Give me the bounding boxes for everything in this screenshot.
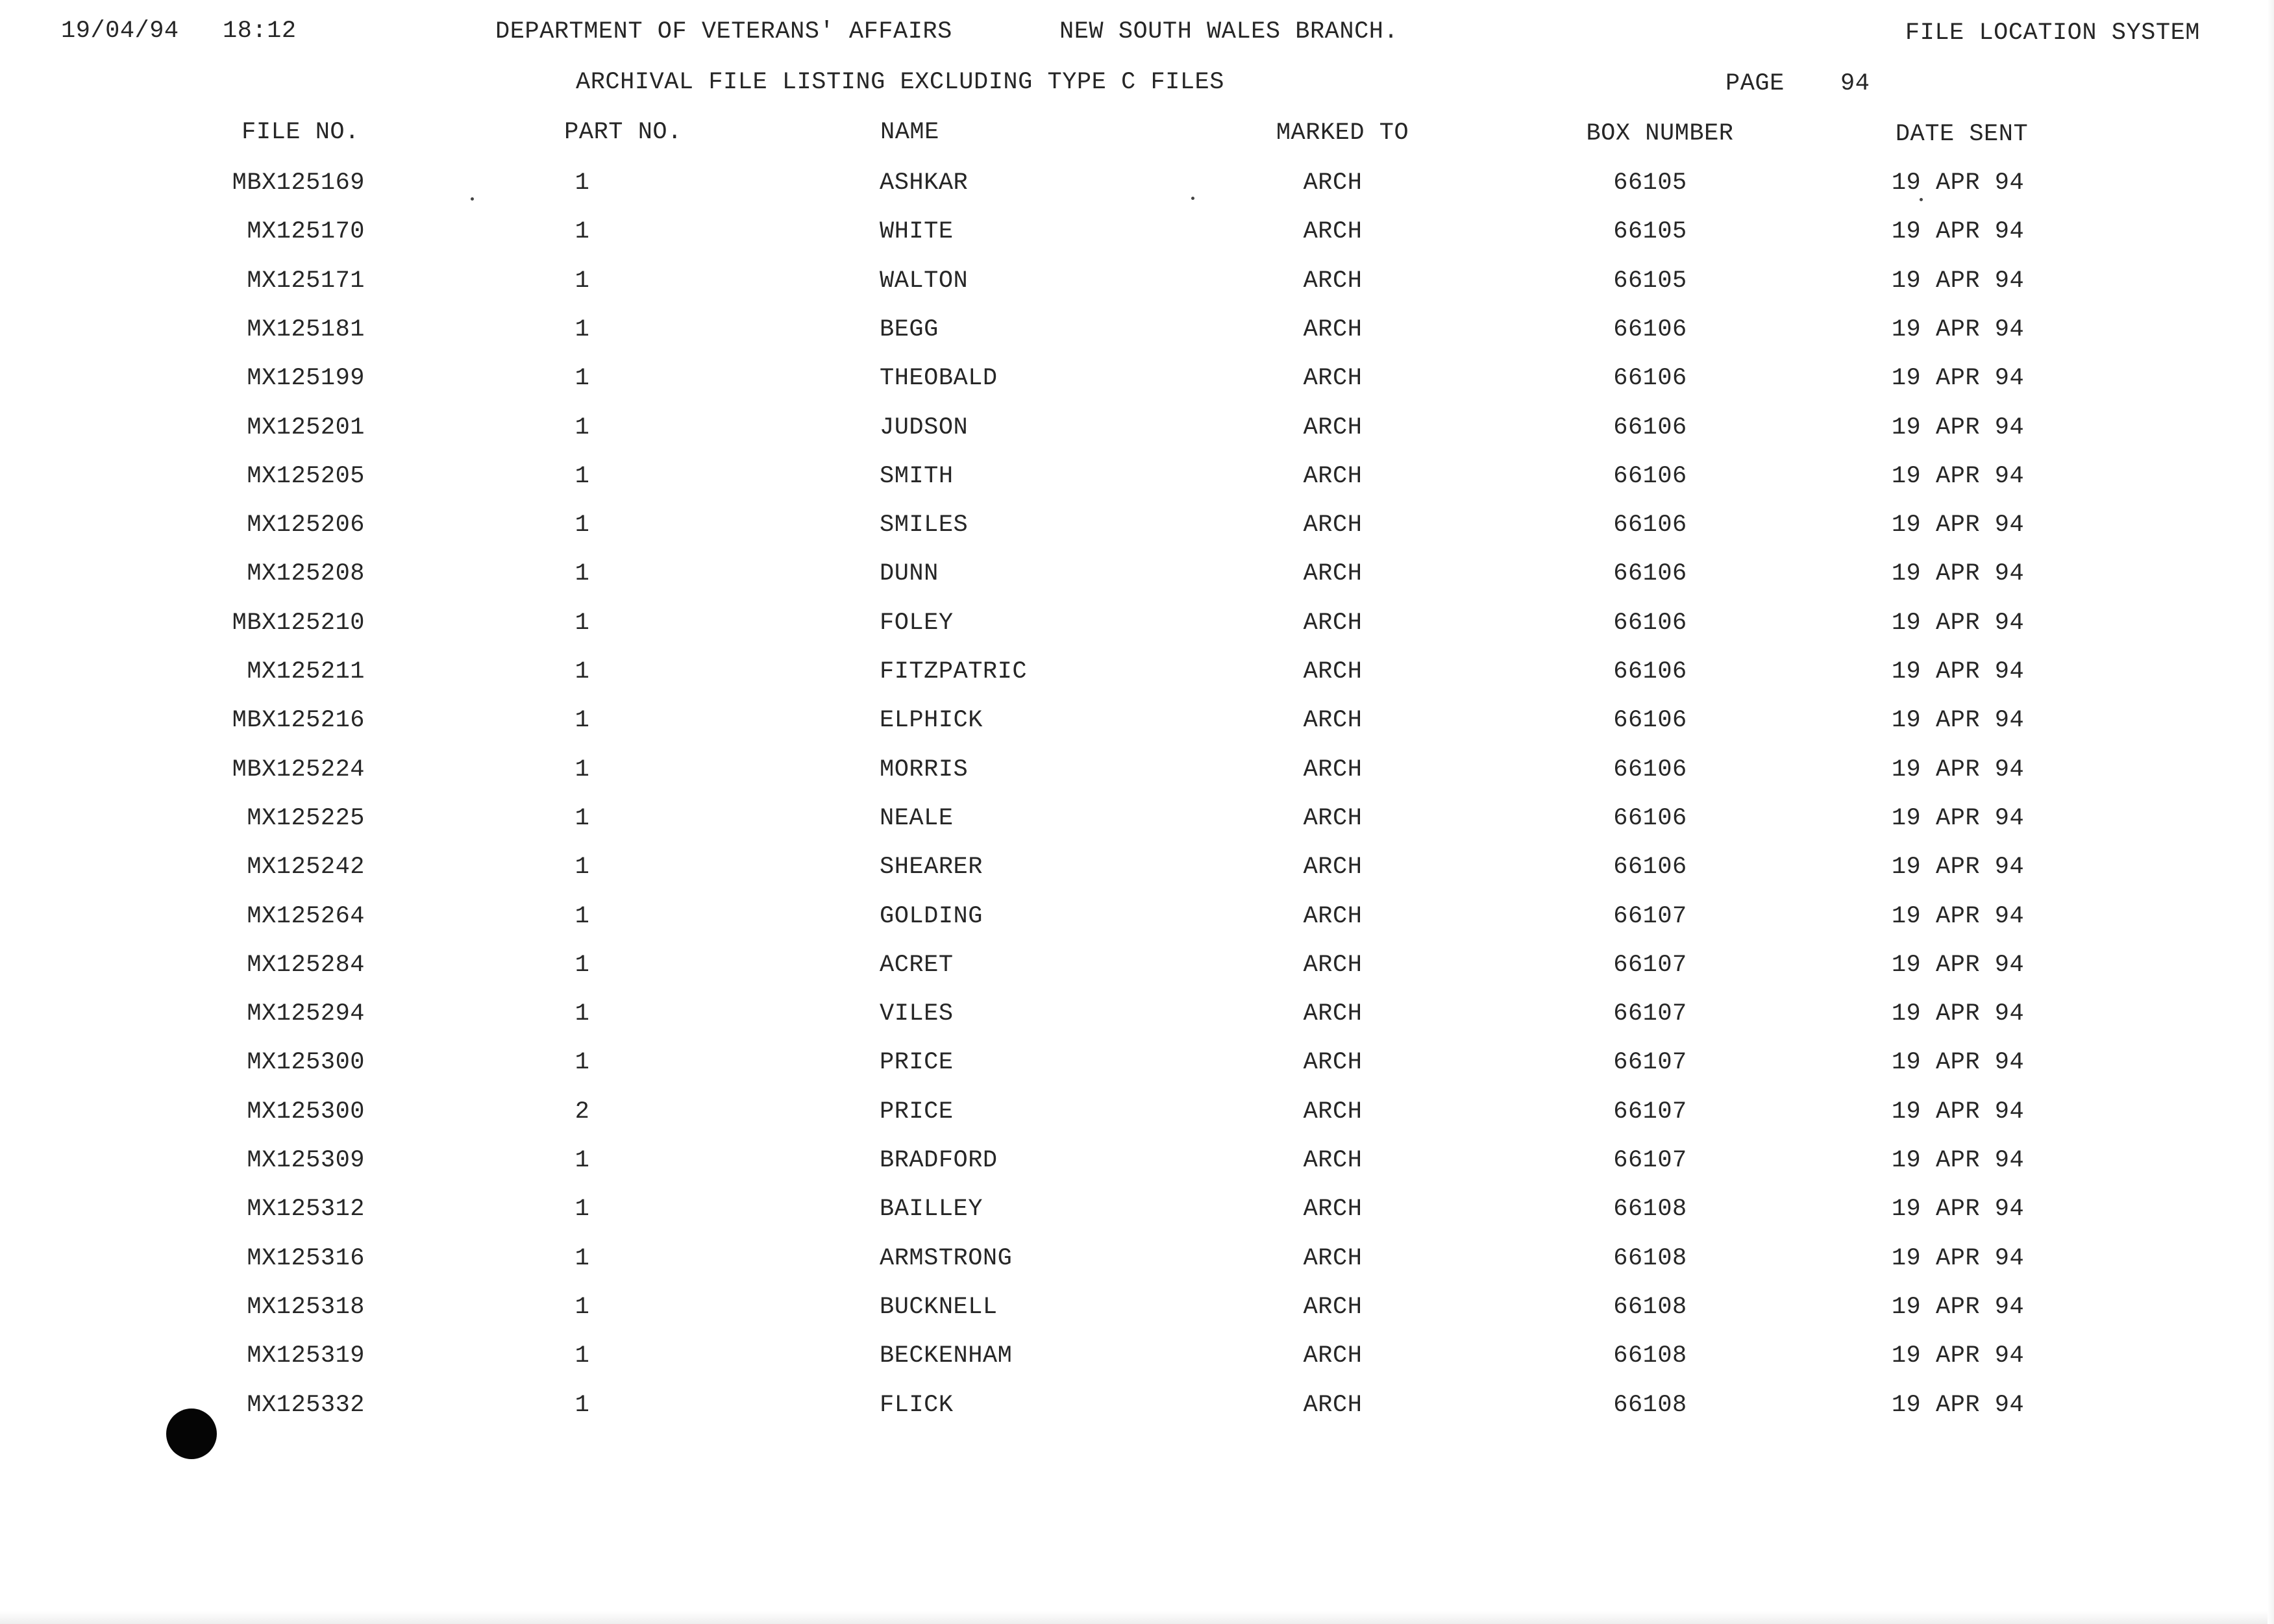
table-row <box>0 853 2274 881</box>
cell-part-no: 1 <box>575 1000 590 1027</box>
cell-box-number: 66105 <box>1613 267 1687 295</box>
cell-name: FITZPATRIC <box>880 658 1028 685</box>
cell-part-no: 1 <box>575 1294 590 1321</box>
scan-speck <box>1920 198 1923 201</box>
cell-box-number: 66106 <box>1613 511 1687 539</box>
cell-file-no: MX125318 <box>247 1294 365 1321</box>
cell-name: ELPHICK <box>880 707 983 734</box>
cell-file-no: MX125294 <box>247 1000 365 1027</box>
cell-marked-to: ARCH <box>1303 1294 1363 1321</box>
cell-part-no: 1 <box>575 511 590 539</box>
cell-box-number: 66106 <box>1613 463 1687 490</box>
cell-marked-to: ARCH <box>1303 463 1363 490</box>
cell-part-no: 1 <box>575 952 590 979</box>
scan-speck <box>1191 197 1194 200</box>
cell-box-number: 66107 <box>1613 1147 1687 1174</box>
cell-box-number: 66106 <box>1613 658 1687 685</box>
cell-box-number: 66106 <box>1613 707 1687 734</box>
cell-name: BEGG <box>880 316 939 343</box>
cell-date-sent: 19 APR 94 <box>1891 365 2025 392</box>
cell-marked-to: ARCH <box>1303 560 1363 587</box>
cell-date-sent: 19 APR 94 <box>1891 511 2025 539</box>
cell-name: ARMSTRONG <box>880 1245 1013 1272</box>
cell-part-no: 1 <box>575 805 590 832</box>
cell-name: BRADFORD <box>880 1147 998 1174</box>
report-title: ARCHIVAL FILE LISTING EXCLUDING TYPE C FILES <box>576 69 1224 96</box>
cell-file-no: MX125225 <box>247 805 365 832</box>
table-row <box>0 560 2274 588</box>
cell-date-sent: 19 APR 94 <box>1891 658 2025 685</box>
cell-part-no: 1 <box>575 1342 590 1370</box>
punch-hole <box>166 1409 217 1459</box>
cell-marked-to: ARCH <box>1303 658 1363 685</box>
table-row <box>0 315 2274 344</box>
cell-part-no: 1 <box>575 854 590 881</box>
table-row <box>0 1048 2274 1077</box>
cell-date-sent: 19 APR 94 <box>1891 1196 2025 1223</box>
table-row <box>0 804 2274 833</box>
cell-box-number: 66105 <box>1613 169 1687 197</box>
cell-box-number: 66106 <box>1613 609 1687 637</box>
cell-marked-to: ARCH <box>1303 1098 1363 1126</box>
cell-file-no: MX125284 <box>247 952 365 979</box>
report-time: 18:12 <box>223 18 297 45</box>
cell-part-no: 1 <box>575 903 590 930</box>
system-name: FILE LOCATION SYSTEM <box>1905 19 2200 47</box>
cell-marked-to: ARCH <box>1303 365 1363 392</box>
table-row <box>0 511 2274 539</box>
cell-file-no: MX125170 <box>247 218 365 245</box>
cell-box-number: 66105 <box>1613 218 1687 245</box>
cell-name: BUCKNELL <box>880 1294 998 1321</box>
cell-marked-to: ARCH <box>1303 1392 1363 1419</box>
table-row <box>0 364 2274 393</box>
cell-part-no: 1 <box>575 609 590 637</box>
cell-name: PRICE <box>880 1049 954 1076</box>
cell-box-number: 66107 <box>1613 1049 1687 1076</box>
table-row <box>0 658 2274 686</box>
cell-marked-to: ARCH <box>1303 316 1363 343</box>
cell-file-no: MX125300 <box>247 1049 365 1076</box>
cell-file-no: MBX125216 <box>232 707 365 734</box>
table-row <box>0 1000 2274 1028</box>
cell-file-no: MX125199 <box>247 365 365 392</box>
cell-marked-to: ARCH <box>1303 1196 1363 1223</box>
table-row <box>0 413 2274 442</box>
cell-file-no: MX125181 <box>247 316 365 343</box>
report-date: 19/04/94 <box>61 18 179 45</box>
cell-box-number: 66108 <box>1613 1196 1687 1223</box>
cell-file-no: MBX125224 <box>232 756 365 783</box>
cell-name: VILES <box>880 1000 954 1027</box>
cell-file-no: MX125264 <box>247 903 365 930</box>
scan-edge-right <box>2268 0 2274 1624</box>
cell-date-sent: 19 APR 94 <box>1891 756 2025 783</box>
table-row <box>0 1098 2274 1126</box>
cell-name: THEOBALD <box>880 365 998 392</box>
cell-date-sent: 19 APR 94 <box>1891 1342 2025 1370</box>
cell-part-no: 1 <box>575 756 590 783</box>
cell-box-number: 66106 <box>1613 414 1687 441</box>
cell-name: FOLEY <box>880 609 954 637</box>
cell-date-sent: 19 APR 94 <box>1891 267 2025 295</box>
cell-marked-to: ARCH <box>1303 1245 1363 1272</box>
cell-name: ASHKAR <box>880 169 969 197</box>
table-row <box>0 1195 2274 1224</box>
cell-file-no: MX125205 <box>247 463 365 490</box>
cell-file-no: MX125332 <box>247 1392 365 1419</box>
cell-marked-to: ARCH <box>1303 1049 1363 1076</box>
cell-file-no: MX125309 <box>247 1147 365 1174</box>
cell-name: PRICE <box>880 1098 954 1126</box>
cell-part-no: 2 <box>575 1098 590 1126</box>
cell-box-number: 66106 <box>1613 365 1687 392</box>
cell-marked-to: ARCH <box>1303 267 1363 295</box>
cell-marked-to: ARCH <box>1303 1342 1363 1370</box>
cell-part-no: 1 <box>575 1147 590 1174</box>
cell-file-no: MX125300 <box>247 1098 365 1126</box>
column-header-file-no: FILE NO. <box>241 119 360 146</box>
cell-part-no: 1 <box>575 658 590 685</box>
cell-file-no: MX125242 <box>247 854 365 881</box>
cell-marked-to: ARCH <box>1303 1147 1363 1174</box>
cell-date-sent: 19 APR 94 <box>1891 218 2025 245</box>
cell-part-no: 1 <box>575 560 590 587</box>
table-row <box>0 951 2274 979</box>
cell-name: SMILES <box>880 511 969 539</box>
cell-box-number: 66107 <box>1613 1000 1687 1027</box>
cell-marked-to: ARCH <box>1303 414 1363 441</box>
cell-part-no: 1 <box>575 414 590 441</box>
table-row <box>0 706 2274 735</box>
cell-file-no: MX125211 <box>247 658 365 685</box>
page-label: PAGE <box>1725 70 1785 97</box>
cell-date-sent: 19 APR 94 <box>1891 169 2025 197</box>
cell-part-no: 1 <box>575 365 590 392</box>
table-row <box>0 462 2274 491</box>
cell-marked-to: ARCH <box>1303 903 1363 930</box>
cell-file-no: MX125201 <box>247 414 365 441</box>
cell-box-number: 66106 <box>1613 756 1687 783</box>
cell-date-sent: 19 APR 94 <box>1891 560 2025 587</box>
cell-name: BECKENHAM <box>880 1342 1013 1370</box>
cell-name: WALTON <box>880 267 969 295</box>
table-row <box>0 1244 2274 1273</box>
table-row <box>0 1391 2274 1420</box>
table-row <box>0 1342 2274 1370</box>
cell-name: FLICK <box>880 1392 954 1419</box>
cell-box-number: 66106 <box>1613 854 1687 881</box>
cell-box-number: 66107 <box>1613 903 1687 930</box>
cell-part-no: 1 <box>575 316 590 343</box>
cell-name: WHITE <box>880 218 954 245</box>
cell-date-sent: 19 APR 94 <box>1891 1392 2025 1419</box>
page-number: 94 <box>1840 70 1870 97</box>
table-row <box>0 169 2274 197</box>
cell-name: ACRET <box>880 952 954 979</box>
cell-date-sent: 19 APR 94 <box>1891 1147 2025 1174</box>
cell-marked-to: ARCH <box>1303 609 1363 637</box>
cell-file-no: MX125171 <box>247 267 365 295</box>
cell-part-no: 1 <box>575 267 590 295</box>
cell-box-number: 66108 <box>1613 1392 1687 1419</box>
cell-marked-to: ARCH <box>1303 854 1363 881</box>
table-row <box>0 609 2274 637</box>
column-header-box-number: BOX NUMBER <box>1586 120 1734 147</box>
cell-box-number: 66108 <box>1613 1294 1687 1321</box>
cell-date-sent: 19 APR 94 <box>1891 1049 2025 1076</box>
cell-date-sent: 19 APR 94 <box>1891 1245 2025 1272</box>
cell-date-sent: 19 APR 94 <box>1891 609 2025 637</box>
scan-speck <box>471 197 474 201</box>
column-header-name: NAME <box>880 119 939 146</box>
cell-box-number: 66106 <box>1613 316 1687 343</box>
cell-name: GOLDING <box>880 903 983 930</box>
cell-date-sent: 19 APR 94 <box>1891 854 2025 881</box>
cell-name: SMITH <box>880 463 954 490</box>
cell-part-no: 1 <box>575 463 590 490</box>
cell-file-no: MX125312 <box>247 1196 365 1223</box>
table-row <box>0 1293 2274 1322</box>
cell-date-sent: 19 APR 94 <box>1891 952 2025 979</box>
cell-file-no: MX125316 <box>247 1245 365 1272</box>
cell-box-number: 66107 <box>1613 952 1687 979</box>
scan-edge-bottom <box>0 1611 2274 1624</box>
cell-name: DUNN <box>880 560 939 587</box>
cell-name: JUDSON <box>880 414 969 441</box>
cell-file-no: MX125206 <box>247 511 365 539</box>
table-row <box>0 756 2274 784</box>
table-row <box>0 902 2274 931</box>
cell-name: SHEARER <box>880 854 983 881</box>
table-row <box>0 1146 2274 1175</box>
cell-marked-to: ARCH <box>1303 511 1363 539</box>
department-name: DEPARTMENT OF VETERANS' AFFAIRS <box>495 18 952 45</box>
cell-marked-to: ARCH <box>1303 707 1363 734</box>
cell-file-no: MBX125169 <box>232 169 365 197</box>
cell-date-sent: 19 APR 94 <box>1891 707 2025 734</box>
cell-date-sent: 19 APR 94 <box>1891 1294 2025 1321</box>
cell-marked-to: ARCH <box>1303 805 1363 832</box>
column-header-part-no: PART NO. <box>564 119 682 146</box>
branch-name: NEW SOUTH WALES BRANCH. <box>1059 18 1399 45</box>
cell-part-no: 1 <box>575 1245 590 1272</box>
cell-date-sent: 19 APR 94 <box>1891 903 2025 930</box>
cell-date-sent: 19 APR 94 <box>1891 1098 2025 1126</box>
cell-box-number: 66108 <box>1613 1245 1687 1272</box>
cell-date-sent: 19 APR 94 <box>1891 414 2025 441</box>
cell-file-no: MX125208 <box>247 560 365 587</box>
cell-box-number: 66106 <box>1613 805 1687 832</box>
cell-date-sent: 19 APR 94 <box>1891 316 2025 343</box>
cell-part-no: 1 <box>575 169 590 197</box>
cell-box-number: 66108 <box>1613 1342 1687 1370</box>
cell-file-no: MBX125210 <box>232 609 365 637</box>
cell-part-no: 1 <box>575 218 590 245</box>
cell-box-number: 66106 <box>1613 560 1687 587</box>
cell-date-sent: 19 APR 94 <box>1891 805 2025 832</box>
cell-file-no: MX125319 <box>247 1342 365 1370</box>
cell-name: BAILLEY <box>880 1196 983 1223</box>
cell-part-no: 1 <box>575 1049 590 1076</box>
column-header-date-sent: DATE SENT <box>1895 121 2029 148</box>
cell-marked-to: ARCH <box>1303 756 1363 783</box>
cell-marked-to: ARCH <box>1303 169 1363 197</box>
cell-marked-to: ARCH <box>1303 952 1363 979</box>
cell-part-no: 1 <box>575 1196 590 1223</box>
table-row <box>0 267 2274 295</box>
cell-box-number: 66107 <box>1613 1098 1687 1126</box>
cell-marked-to: ARCH <box>1303 218 1363 245</box>
cell-date-sent: 19 APR 94 <box>1891 1000 2025 1027</box>
column-header-marked-to: MARKED TO <box>1276 119 1409 147</box>
cell-marked-to: ARCH <box>1303 1000 1363 1027</box>
cell-name: MORRIS <box>880 756 969 783</box>
cell-name: NEALE <box>880 805 954 832</box>
cell-part-no: 1 <box>575 707 590 734</box>
table-row <box>0 217 2274 246</box>
cell-part-no: 1 <box>575 1392 590 1419</box>
cell-date-sent: 19 APR 94 <box>1891 463 2025 490</box>
